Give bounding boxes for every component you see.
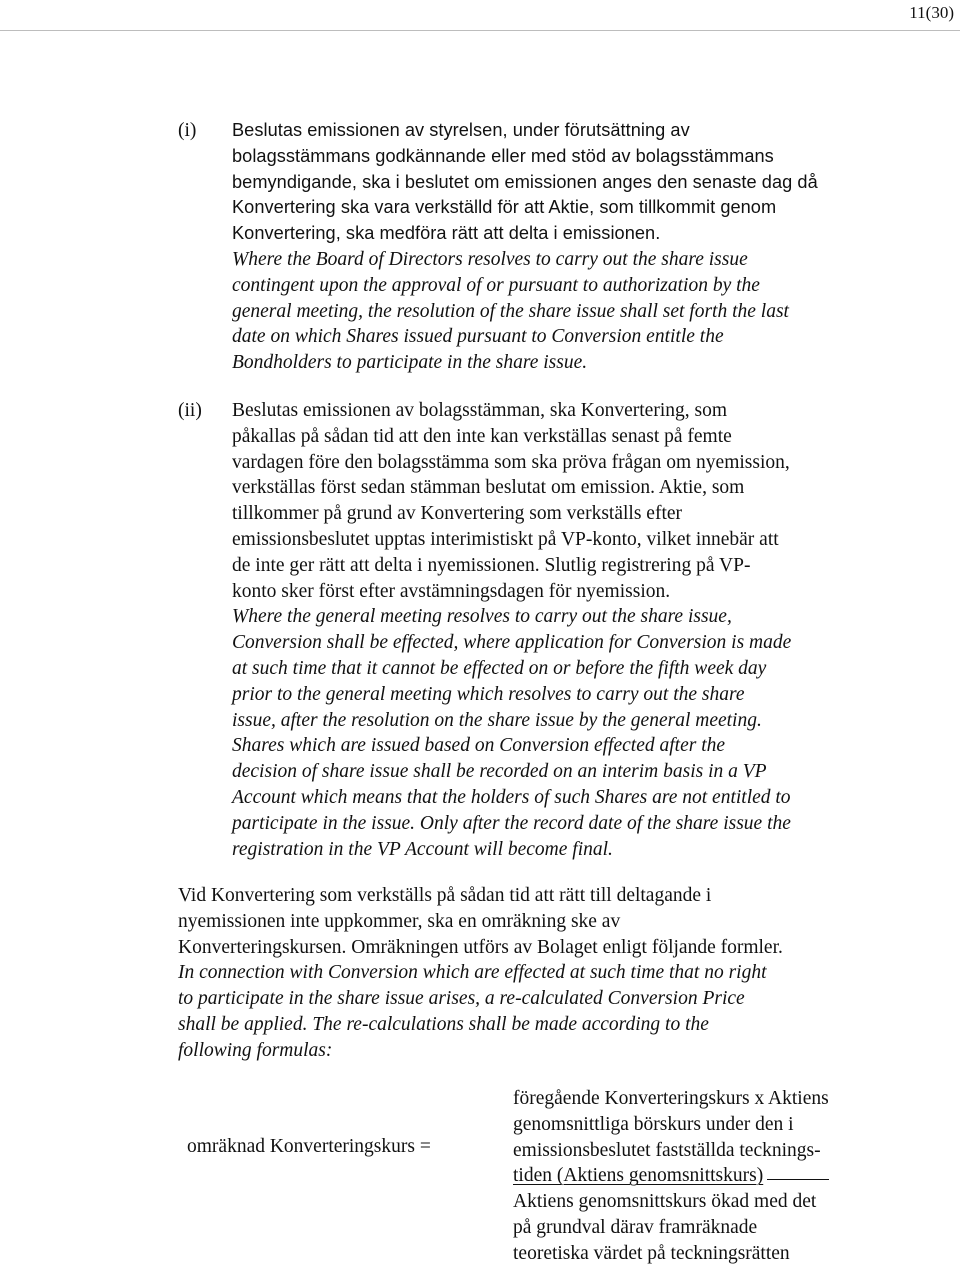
english-text-line: In connection with Conversion which are effected at such time that no right xyxy=(178,962,767,984)
english-text-line: Where the general meeting resolves to carry out the share issue, xyxy=(232,606,732,628)
english-text-line: Bondholders to participate in the share issue. xyxy=(232,352,588,374)
swedish-text-line: verkställas först sedan stämman beslutat om emission. Aktie, som xyxy=(232,477,745,499)
english-text-line: contingent upon the approval of or pursuant to authorization by the xyxy=(232,274,760,296)
english-text-line: to participate in the share issue arises, a re-calculated Conversion Price xyxy=(178,988,745,1010)
item-body xyxy=(232,398,882,862)
english-text-line: participate in the issue. Only after the record date of the share issue the xyxy=(232,812,791,834)
formula-numerator-text: tiden (Aktiens genomsnittskurs) xyxy=(513,1165,764,1187)
swedish-text-line: Beslutas emissionen av bolagsstämman, ska Konvertering, som xyxy=(232,400,728,421)
swedish-text-line: Konvertering, ska medföra rätt att delta i emissionen. xyxy=(232,223,661,244)
english-text-line: following formulas: xyxy=(178,1039,333,1061)
swedish-text-line: Konverteringskursen. Omräkningen utförs av Bolaget enligt följande formler. xyxy=(178,936,783,958)
swedish-text-line: bolagsstämmans godkännande eller med stöd av bolagsstämmans xyxy=(232,145,774,166)
english-text-line: prior to the general meeting which resolves to carry out the share xyxy=(232,683,745,705)
english-text-line: Account which means that the holders of such Shares are not entitled to xyxy=(232,786,791,808)
swedish-text-line: Beslutas emissionen av styrelsen, under förutsättning av xyxy=(232,120,690,140)
english-text-line: shall be applied. The re-calculations shall be made according to the xyxy=(178,1013,709,1035)
swedish-text-line: emissionsbeslutet upptas interimistiskt på VP-konto, vilket innebär att xyxy=(232,528,779,550)
swedish-text-line: konto sker först efter avstämningsdagen för nyemission. xyxy=(232,580,671,602)
formula-numerator-line: emissionsbeslutet fastställda tecknings- xyxy=(513,1139,821,1161)
formula-denominator-line: Aktiens genomsnittskurs ökad med det xyxy=(513,1191,817,1213)
english-text-line: general meeting, the resolution of the share issue shall set forth the last xyxy=(232,300,789,322)
swedish-text-line: bemyndigande, ska i beslutet om emissionen anges den senaste dag då xyxy=(232,171,818,192)
formula-numerator-line: föregående Konverteringskurs x Aktiens xyxy=(513,1088,829,1109)
formula-numerator-last-line xyxy=(513,1163,913,1189)
formula-denominator-line: teoretiska värdet på teckningsrätten xyxy=(513,1242,790,1264)
fraction-bar xyxy=(767,1179,829,1180)
swedish-text-line: nyemissionen inte uppkommer, ska en omräkning ske av xyxy=(178,910,621,932)
english-text-line: Conversion shall be effected, where application for Conversion is made xyxy=(232,632,792,654)
swedish-text-line: vardagen före den bolagsstämma som ska pröva frågan om nyemission, xyxy=(232,451,790,473)
item-body xyxy=(232,118,882,376)
item-label: (ii) xyxy=(178,400,202,421)
english-text-line: date on which Shares issued pursuant to Conversion entitle the xyxy=(232,326,724,348)
english-text-line: decision of share issue shall be recorded on an interim basis in a VP xyxy=(232,761,767,783)
formula-fraction xyxy=(513,1086,913,1267)
formula-label: omräknad Konverteringskurs = xyxy=(187,1136,431,1157)
swedish-text-line: påkallas på sådan tid att den inte kan verkställas senast på femte xyxy=(232,425,732,447)
english-text-line: Shares which are issued based on Conversion effected after the xyxy=(232,735,726,757)
page-number: 11(30) xyxy=(909,3,954,22)
english-text-line: issue, after the resolution on the share issue by the general meeting. xyxy=(232,709,762,731)
english-text-line: Where the Board of Directors resolves to carry out the share issue xyxy=(232,248,748,270)
formula-denominator-line: på grundval därav framräknade xyxy=(513,1216,758,1238)
swedish-text-line: Konvertering ska vara verkställd för att Aktie, som tillkommit genom xyxy=(232,197,777,218)
english-text-line: at such time that it cannot be effected on or before the fifth week day xyxy=(232,657,767,679)
swedish-text-line: tillkommer på grund av Konvertering som verkställs efter xyxy=(232,503,683,525)
item-label: (i) xyxy=(178,120,197,141)
swedish-text-line: de inte ger rätt att delta i nyemissionen. Slutlig registrering på VP- xyxy=(232,554,751,576)
header-rule xyxy=(0,30,960,31)
conversion-paragraph xyxy=(178,883,898,1064)
swedish-text-line: Vid Konvertering som verkställs på sådan tid att rätt till deltagande i xyxy=(178,885,712,906)
english-text-line: registration in the VP Account will become final. xyxy=(232,838,613,860)
formula-numerator-line: genomsnittliga börskurs under den i xyxy=(513,1113,794,1135)
